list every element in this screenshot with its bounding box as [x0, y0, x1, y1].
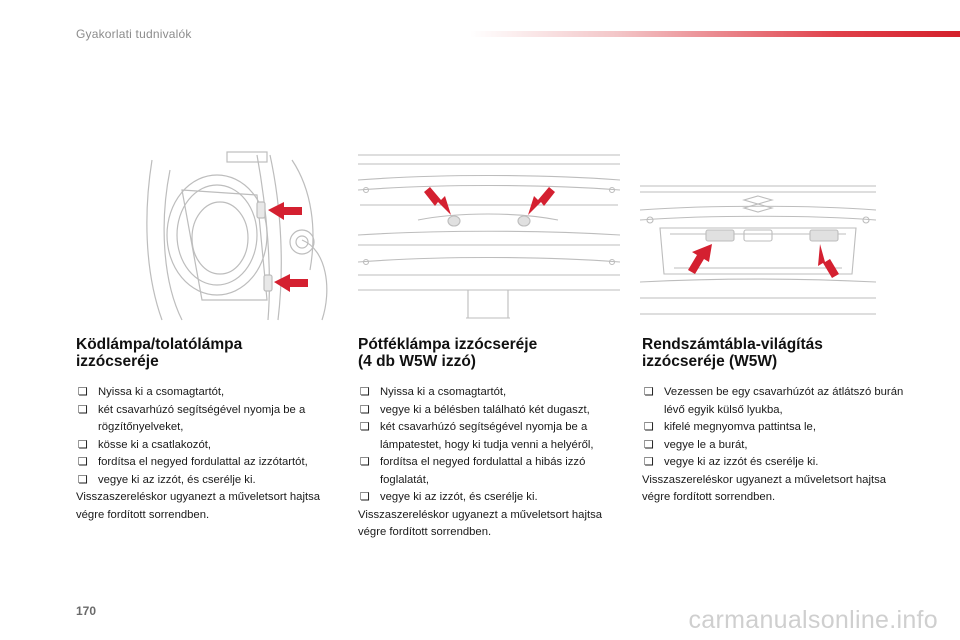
arrow-icon	[424, 187, 451, 215]
steps-list	[642, 384, 904, 472]
checkbox-bullet-icon: ❏	[78, 438, 88, 451]
arrow-icon	[688, 244, 712, 274]
arrow-icon	[274, 274, 308, 292]
license-plate-lamp-section	[642, 336, 904, 507]
brake-lamp-section	[358, 336, 620, 542]
checkbox-bullet-icon: ❏	[360, 421, 370, 433]
section-heading: Ködlámpa/tolatólámpa izzócseréje	[76, 336, 243, 370]
section-heading: Pótféklámpa izzócseréje (4 db W5W izzó)	[358, 336, 538, 370]
reassembly-note: Visszaszereléskor ugyanezt a műveletsort hajtsa végre fordított sorrendben.	[642, 473, 887, 503]
reassembly-note: Visszaszereléskor ugyanezt a műveletsort hajtsa végre fordított sorrendben.	[358, 508, 603, 538]
checkbox-bullet-icon: ❏	[644, 386, 654, 398]
list-item: ❏ vegye ki a bélésben található két dugaszt,	[358, 402, 620, 420]
license-plate-lamp-illustration	[640, 150, 876, 325]
checkbox-bullet-icon: ❏	[644, 456, 654, 468]
checkbox-bullet-icon: ❏	[78, 403, 88, 416]
checkbox-bullet-icon: ❏	[360, 386, 370, 398]
list-item: ❏ Vezessen be egy csavarhúzót az átlátszó burán lévő egyik külső lyukba,	[644, 386, 904, 416]
list-item: ❏ Nyissa ki a csomagtartót,	[358, 384, 620, 402]
checkbox-bullet-icon: ❏	[78, 473, 88, 486]
reassembly-note: Visszaszereléskor ugyanezt a műveletsort hajtsa végre fordított sorrendben.	[76, 491, 321, 521]
fog-lamp-illustration	[142, 150, 336, 325]
list-item: ❏ kösse ki a csatlakozót,	[76, 437, 338, 455]
page-number: 170	[76, 604, 97, 618]
checkbox-bullet-icon: ❏	[360, 456, 370, 468]
checkbox-bullet-icon: ❏	[360, 491, 370, 503]
watermark: carmanualsonline.info	[688, 606, 938, 634]
list-item: ❏ két csavarhúzó segítségével nyomja be a rögzítőnyelveket,	[78, 403, 306, 433]
header-accent-bar	[470, 31, 960, 37]
checkbox-bullet-icon: ❏	[78, 456, 88, 468]
list-item: ❏ Nyissa ki a csomagtartót,	[76, 384, 338, 402]
brake-lamp-illustration	[358, 150, 620, 325]
checkbox-bullet-icon: ❏	[644, 438, 654, 451]
list-item: ❏ fordítsa el negyed fordulattal a hibás izzó foglalatát,	[360, 456, 586, 486]
arrow-icon	[528, 187, 555, 215]
checkbox-bullet-icon: ❏	[644, 421, 654, 433]
steps-list	[76, 384, 338, 489]
list-item: ❏ vegye ki az izzót, és cserélje ki.	[358, 489, 620, 507]
fog-lamp-section	[76, 336, 338, 524]
steps-list	[358, 384, 620, 507]
list-item: ❏ fordítsa el negyed fordulattal az izzótartót,	[76, 454, 338, 472]
checkbox-bullet-icon: ❏	[78, 386, 88, 398]
list-item: ❏ két csavarhúzó segítségével nyomja be a lámpatestet, hogy ki tudja venni a helyéről,	[360, 421, 594, 451]
list-item: ❏ vegye le a burát,	[642, 437, 904, 455]
list-item: ❏ vegye ki az izzót, és cserélje ki.	[76, 472, 338, 490]
list-item: ❏ kifelé megnyomva pattintsa le,	[642, 419, 904, 437]
section-heading: Rendszámtábla-világítás izzócseréje (W5W)	[642, 336, 823, 370]
arrow-icon	[818, 244, 839, 278]
checkbox-bullet-icon: ❏	[360, 403, 370, 416]
arrow-icon	[268, 202, 302, 220]
section-title: Gyakorlati tudnivalók	[76, 27, 192, 41]
list-item: ❏ vegye ki az izzót és cserélje ki.	[642, 454, 904, 472]
